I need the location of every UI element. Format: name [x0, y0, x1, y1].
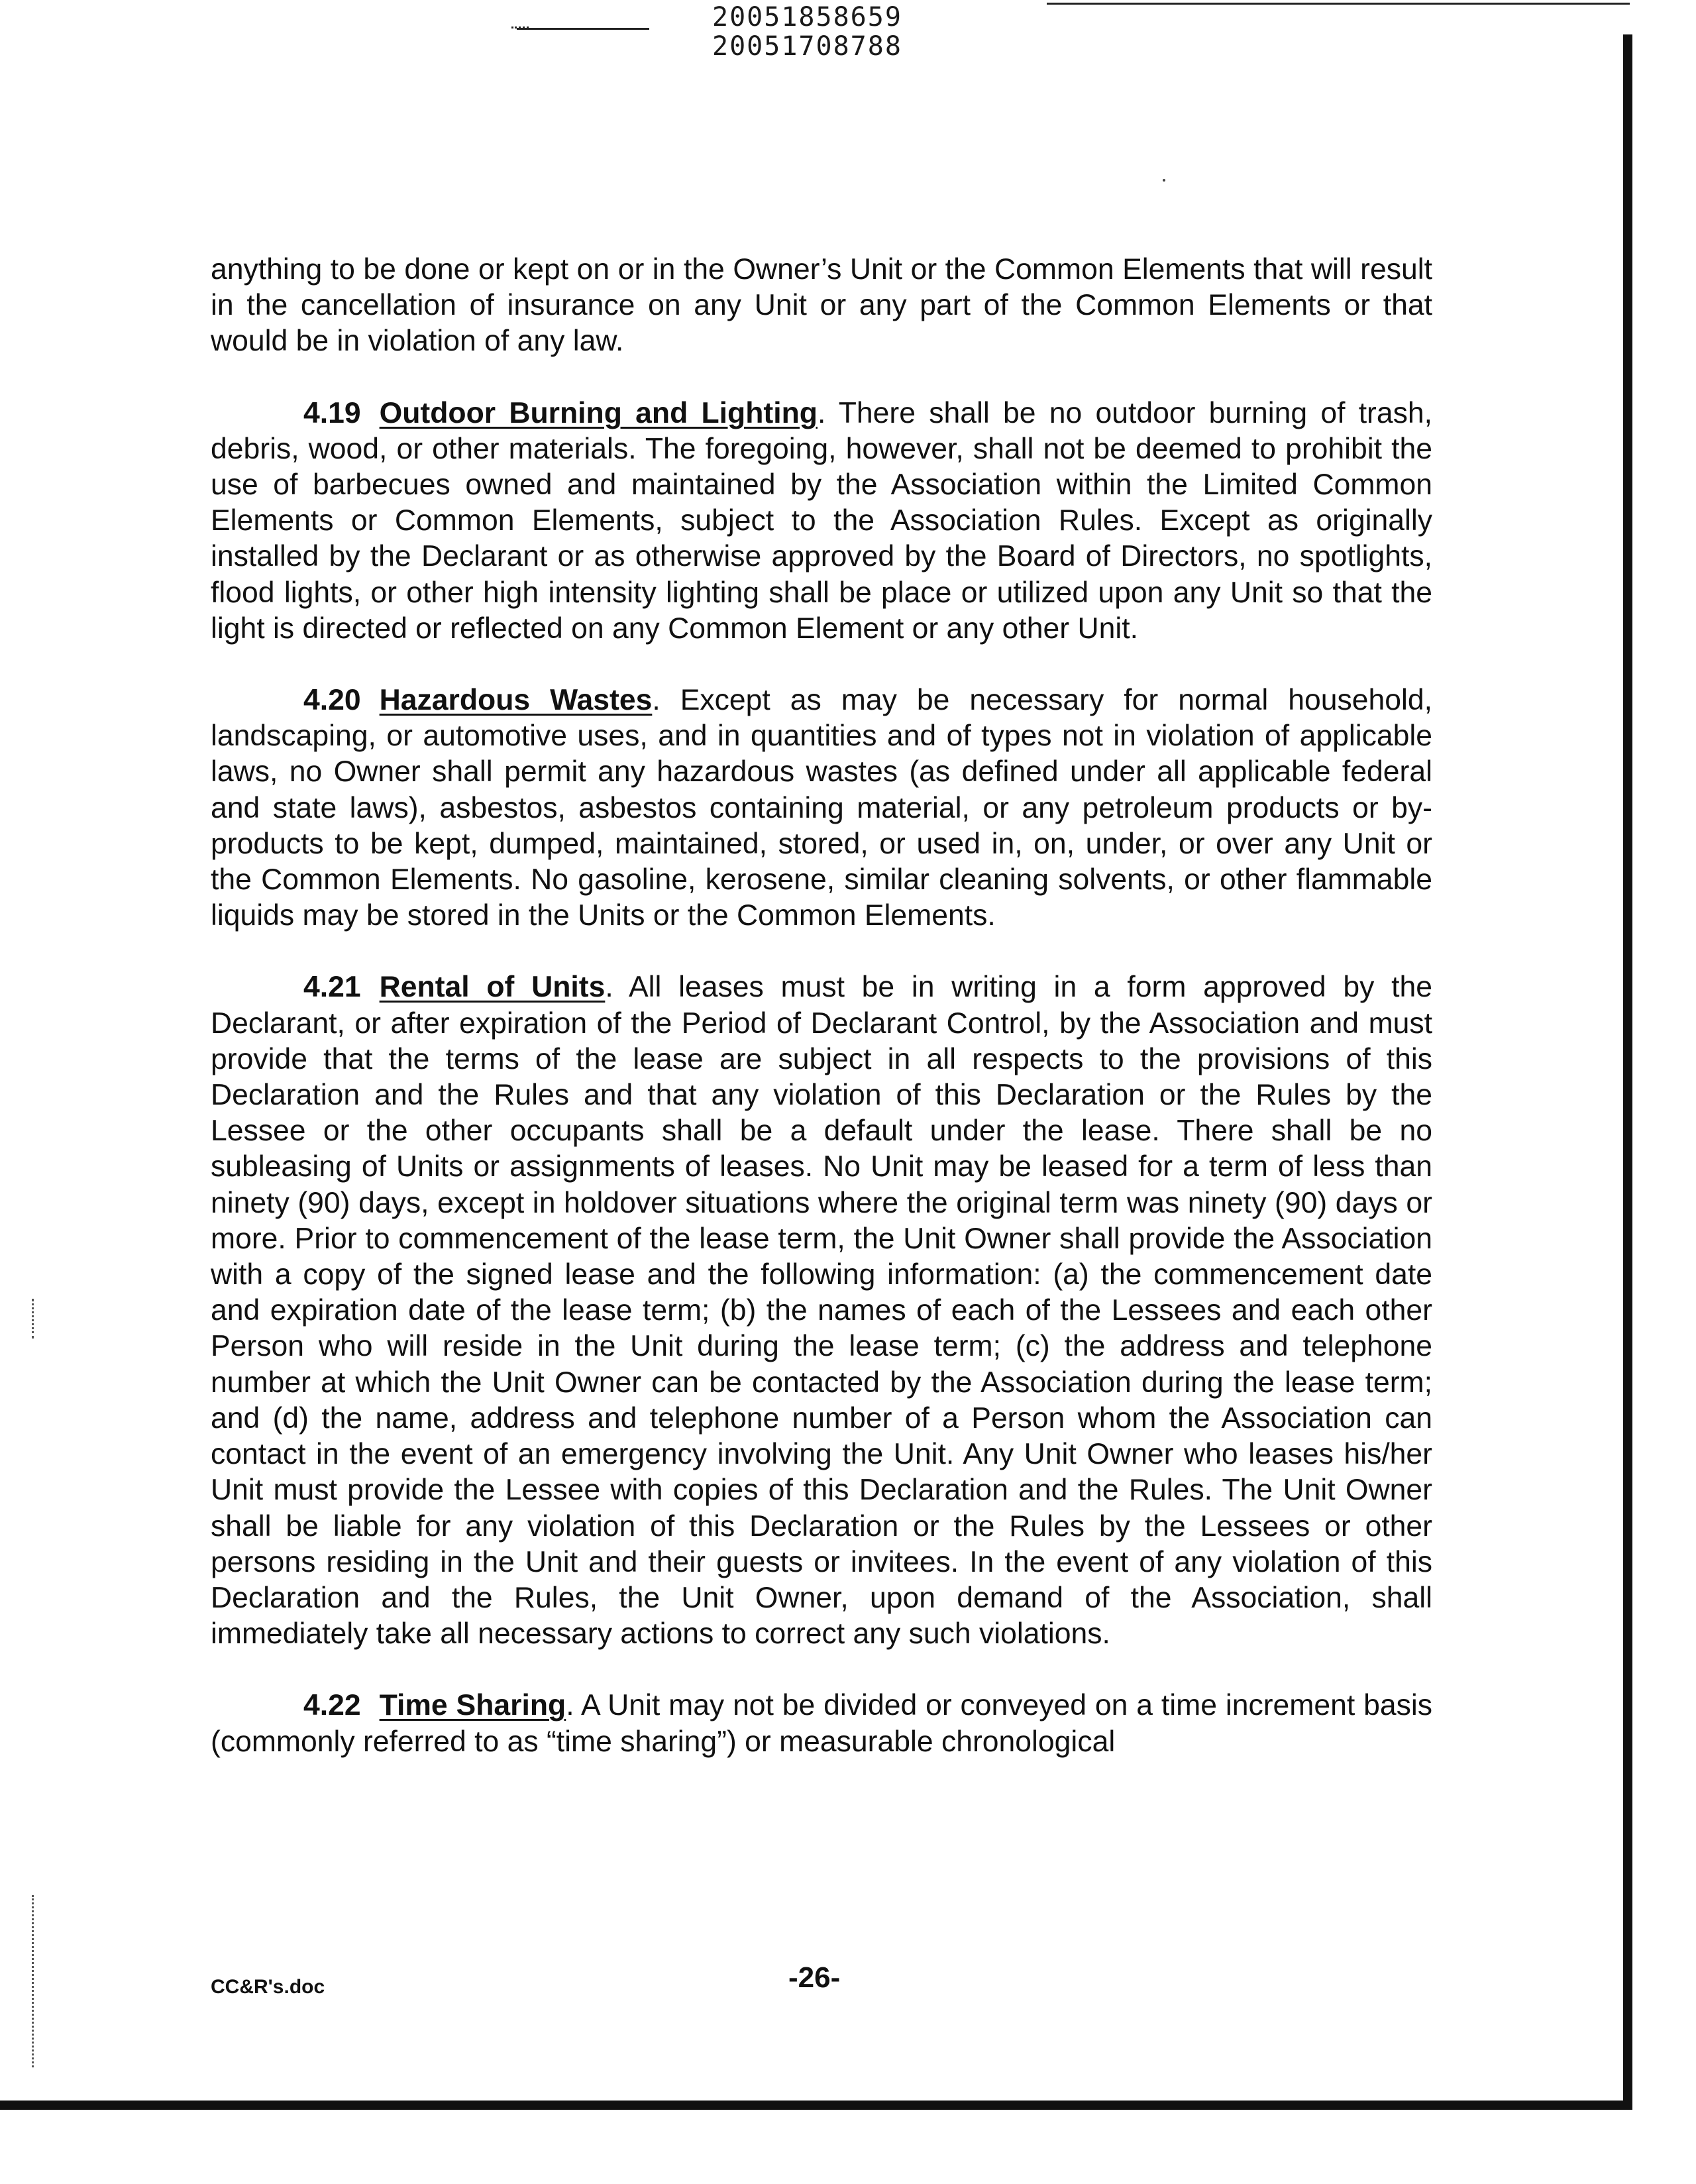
section-number: 4.19 — [303, 396, 361, 429]
footer-file-name: CC&R's.doc — [211, 1976, 325, 1998]
section-text: . There shall be no outdoor burning of trash, debris, wood, or other materials. The foregoing, however, shall not be deemed to prohibit the use of barbecues owned and maintained by the Association within the Limited Common Elements or Common Elements, subject to the Association Rules. Except as originally installed by the Declarant or as otherwise approved by the Board of Directors, no spotlights, flood lights, or other high intensity lighting shall be place or utilized upon any Unit so that the light is directed or reflected on any Common Element or any other Unit. — [211, 396, 1432, 645]
scan-margin-mark — [32, 1895, 36, 2067]
paragraph-text: anything to be done or kept on or in the Owner’s Unit or the Common Elements that will result in the cancellation of insurance on any Unit or any part of the Common Elements or that would be in violation of any law. — [211, 253, 1432, 358]
footer-page-number: -26- — [788, 1961, 841, 1994]
scan-bottom-border — [0, 2101, 1632, 2110]
scan-margin-mark — [32, 1299, 36, 1338]
section-number: 4.22 — [303, 1689, 361, 1722]
section-title: Rental of Units — [379, 971, 606, 1004]
section-text: . Except as may be necessary for normal household, landscaping, or automotive uses, and in quantities and of types not in violation of applicable laws, no Owner shall permit any hazardous wastes (as defined under all applicable federal and state laws), asbestos, asbestos containing material, or any petroleum products or by-products to be kept, dumped, maintained, stored, or used in, on, under, or over any Unit or the Common Elements. No gasoline, kerosene, similar cleaning solvents, or other flammable liquids may be stored in the Units or the Common Elements. — [211, 684, 1432, 932]
document-body — [211, 252, 1432, 1796]
header-rule-right — [1047, 3, 1630, 5]
section-4-19 — [211, 396, 1432, 647]
section-text: . All leases must be in writing in a form approved by the Declarant, or after expiration of the Period of Declarant Control, by the Association and must provide that the terms of the lease are subject in all respects to the provisions of this Declaration and the Rules and that any violation of this Declaration or the Rules by the Lessee or the other occupants shall be a default under the lease. There shall be no subleasing of Units or assignments of leases. No Unit may be leased for a term of less than ninety (90) days, except in holdover situations where the original term was ninety (90) days or more. Prior to commencement of the lease term, the Unit Owner shall provide the Association with a copy of the signed lease and the following information: (a) the commencement date and expiration date of the lease term; (b) the names of each of the Lessees and each other Person who will reside in the Unit during the lease term; (c) the address and telephone number at which the Unit Owner can be contacted by the Association during the lease term; and (d) the name, address and telephone number of a Person whom the Association can contact in the event of an emergency involving the Unit. Any Unit Owner who leases his/her Unit must provide the Lessee with copies of this Declaration and the Rules. The Unit Owner shall be liable for any violation of this Declaration or the Rules by the Lessees or other persons residing in the Unit and their guests or invitees. In the event of any violation of this Declaration and the Rules, the Unit Owner, upon demand of the Association, shall immediately take all necessary actions to correct any such violations. — [211, 971, 1432, 1651]
section-number: 4.21 — [303, 971, 361, 1004]
section-4-20 — [211, 682, 1432, 934]
scan-right-border — [1623, 34, 1632, 2108]
section-4-22 — [211, 1688, 1432, 1759]
section-text: . A Unit may not be divided or conveyed on a time increment basis (commonly referred to as “time sharing”) or measurable chronological — [211, 1689, 1432, 1758]
scan-speck — [1163, 179, 1165, 182]
paragraph-continued — [211, 252, 1432, 360]
section-4-21 — [211, 969, 1432, 1652]
header-rule-left — [517, 28, 649, 30]
section-title: Outdoor Burning and Lighting — [379, 396, 818, 429]
section-number: 4.20 — [303, 684, 361, 717]
recording-number-2: 20051708788 — [712, 31, 902, 62]
section-title: Hazardous Wastes — [379, 684, 653, 717]
section-title: Time Sharing — [379, 1689, 566, 1722]
recording-number-1: 20051858659 — [712, 2, 902, 32]
recording-numbers — [712, 3, 902, 61]
